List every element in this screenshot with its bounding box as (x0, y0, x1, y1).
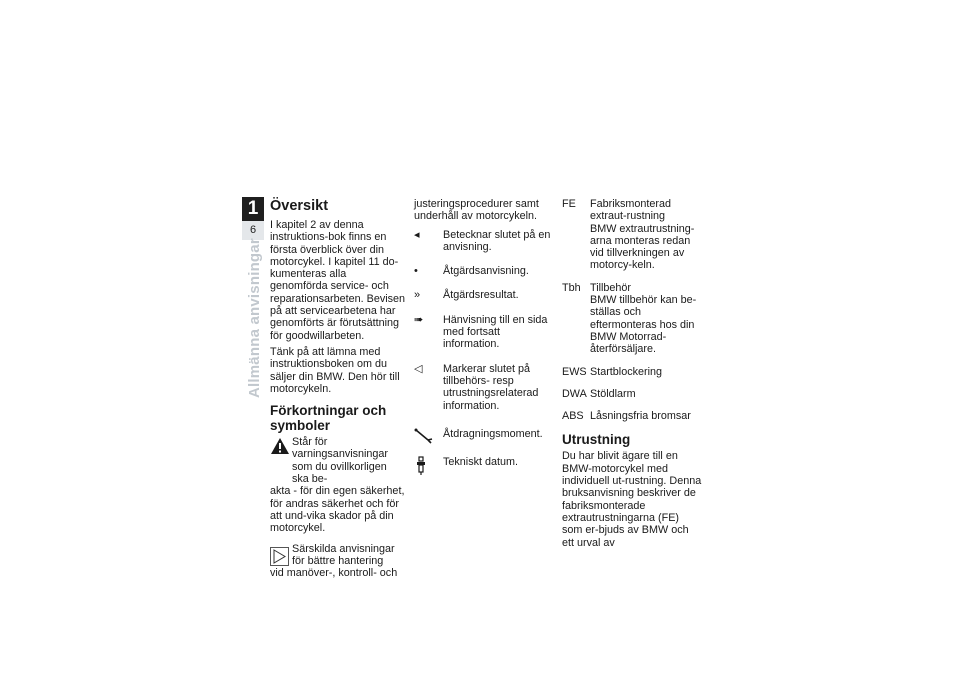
overview-paragraph-1: I kapitel 2 av denna instruktions-bok finns en första överblick över din motorcykel. I kapitel 11 do-kumenteras alla genomförda service- och reparationsarbeten. Bevisen på att servicearbetena har genomförts är förutsättning för goodwillarbeten. (270, 219, 406, 342)
symbol-desc: Tekniskt datum. (443, 456, 519, 469)
chapter-number: 1 (242, 197, 264, 221)
abbr-label: FE (562, 198, 576, 210)
symbol-desc: Åtdragningsmoment. (443, 427, 543, 440)
symbol-desc: Åtgärdsanvisning. (443, 265, 529, 278)
abbr-row-fe (562, 198, 702, 272)
bullet-icon: • (414, 265, 418, 278)
abbr-label: DWA (562, 387, 587, 400)
abbr-row-abs (562, 410, 702, 422)
torque-wrench-icon (414, 428, 434, 444)
technical-data-icon (414, 456, 428, 476)
warning-explanation (270, 436, 406, 485)
abbr-row-ews (562, 366, 702, 378)
symbol-desc: Betecknar slutet på en anvisning. (443, 228, 551, 253)
abbr-label: ABS (562, 410, 584, 423)
vertical-section-title: Allmänna anvisningar (246, 238, 263, 398)
abbreviations-heading: Förkortningar och symboler (270, 403, 387, 434)
abbr-title: Stöldlarm (590, 387, 636, 400)
end-marker-icon: ◂ (414, 228, 420, 241)
abbr-row-dwa (562, 388, 702, 400)
symbol-row-torque (414, 428, 552, 440)
abbr-desc: BMW extrautrustning-arna monteras redan vid tillverkningen av motorcy-keln. (590, 222, 695, 272)
symbol-desc: Markerar slutet på tillbehörs- resp utrustningsrelaterad information. (443, 362, 539, 412)
abbr-title: Fabriksmonterad extraut-rustning (590, 198, 672, 223)
symbol-row-reference (414, 314, 552, 351)
abbr-label: Tbh (562, 281, 581, 294)
note-text: Särskilda anvisningar för bättre hantering (292, 542, 395, 567)
symbol-row-bullet (414, 265, 552, 277)
abbr-title: Tillbehör (590, 281, 632, 294)
abbr-row-tbh (562, 282, 702, 356)
column-1 (270, 198, 406, 579)
note-explanation (270, 543, 406, 568)
note-triangle-icon (270, 547, 289, 566)
warning-text: Står för varningsanvisningar som du ovillkorligen ska be- (292, 436, 389, 486)
equipment-text: Du har blivit ägare till en BMW-motorcykel med individuell ut-rustning. Denna bruksanvisning beskriver de fabriksmonterade extrautrustningarna (FE) som er-bjuds av BMW och ett urval av (562, 450, 702, 549)
equipment-heading: Utrustning (562, 432, 631, 448)
abbr-label: EWS (562, 365, 587, 378)
chapter-tab (242, 197, 264, 240)
overview-heading: Översikt (270, 198, 329, 214)
symbol-row-accessory-end (414, 363, 552, 412)
warning-text-continued: akta - för din egen säkerhet, för andras säkerhet och för att und-vika skador på din motorcykel. (270, 485, 405, 535)
warning-triangle-icon (270, 437, 290, 455)
column-3 (562, 198, 702, 549)
overview-paragraph-2: Tänk på att lämna med instruktionsboken om du säljer din BMW. Den hör till motorcykeln. (270, 345, 400, 395)
reference-arrow-icon: ➠ (414, 313, 424, 326)
abbr-title: Låsningsfria bromsar (590, 410, 691, 423)
symbol-desc: Åtgärdsresultat. (443, 289, 519, 302)
symbol-row-result (414, 289, 552, 301)
column-2 (414, 198, 552, 480)
procedures-text: justeringsprocedurer samt underhåll av motorcykeln. (414, 198, 539, 223)
result-icon: » (414, 289, 421, 302)
symbol-row-technical (414, 456, 552, 468)
page-number: 6 (249, 224, 257, 236)
abbr-desc: BMW tillbehör kan be-ställas och eftermonteras hos din BMW Motorrad-återförsäljare. (590, 294, 697, 356)
symbol-row-end (414, 229, 552, 254)
abbr-title: Startblockering (590, 365, 663, 378)
symbol-desc: Hänvisning till en sida med fortsatt information. (443, 313, 548, 351)
accessory-end-icon: ◁ (414, 362, 423, 375)
note-text-continued: vid manöver-, kontroll- och (270, 567, 398, 580)
